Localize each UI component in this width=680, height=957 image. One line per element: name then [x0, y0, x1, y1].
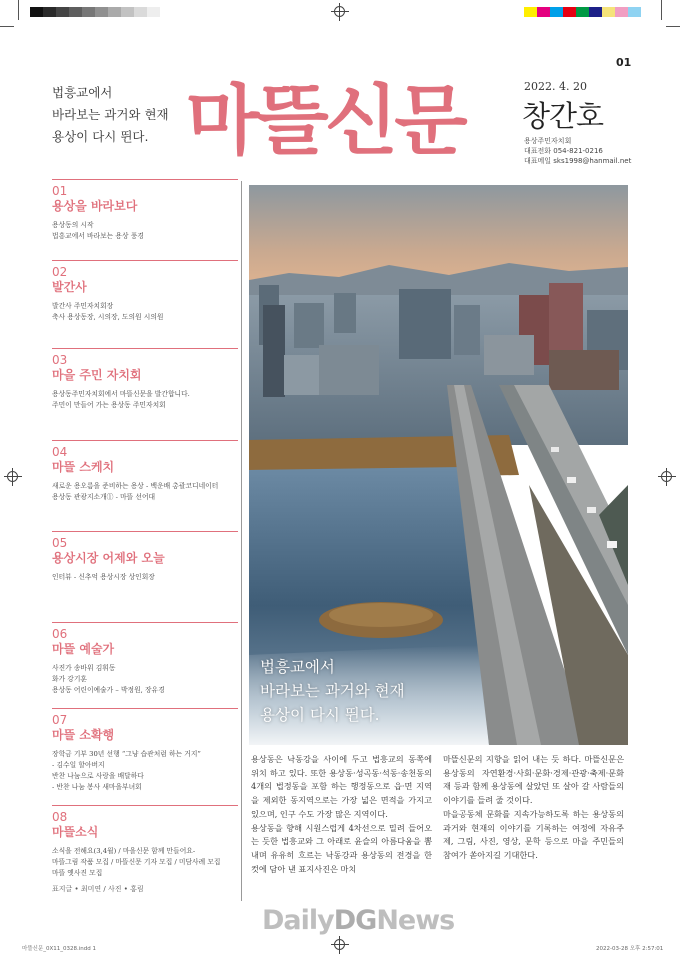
article-paragraph: 용상동은 낙동강을 사이에 두고 법흥교의 동쪽에 위치 하고 있다. 또한 용상동·성곡동·석동·송천동의 4개의 법정동을 포함 하는 행정동으로 읍·면 지역을 제외한 동지역으로는 가장 넓은 면적을 가지고 있으며, 인구 수도 가장 많은 지역이다.: [251, 754, 432, 819]
photo-caption: [260, 655, 405, 727]
article-paragraph: 마뜰신문의 지향을 읽어 내는 듯 하다. 마뜰신문은 용상동의 자연환경·사회·문화·경제·관광·축제·문화재 등과 함께 용상동에 살았던 또 살아 갈 사람들의 이야기를 들려 줄 것이다.: [443, 754, 624, 806]
article-column-2: [443, 753, 624, 863]
toc-line: 화가 강기훈: [52, 675, 87, 683]
toc-line: 용상동 관광지소개① - 마뜰 선어대: [52, 493, 156, 501]
toc-number: 02: [52, 265, 68, 279]
toc-line: 장학금 기부 30년 선행 “그냥 습관처럼 하는 거지”: [52, 750, 201, 758]
toc-item[interactable]: [52, 531, 238, 622]
publisher-line: 대표메일 sks1998@hanmail.net: [524, 157, 632, 165]
toc-number: 01: [52, 184, 68, 198]
toc-number: 05: [52, 536, 68, 550]
tagline-line: 바라보는 과거와 현재: [52, 107, 169, 122]
toc-number: 08: [52, 810, 68, 824]
toc-item[interactable]: [52, 622, 238, 708]
registration-mark-icon: [4, 468, 22, 486]
tagline-line: 법흥교에서: [52, 85, 113, 100]
print-slug-timestamp: 2022-03-28 오후 2:57:01: [596, 946, 664, 952]
color-bar: [524, 7, 641, 17]
toc-line: 법흥교에서 바라보는 용상 풍경: [52, 232, 144, 240]
toc-line: 마뜰 옛사진 모집: [52, 869, 103, 877]
watermark-text: News: [376, 905, 455, 936]
toc-title: 마을 주민 자치회: [52, 368, 142, 382]
publisher-info: [524, 136, 631, 166]
registration-mark-icon: [331, 936, 349, 954]
toc-line: 사진가 송바위 김휘동: [52, 664, 116, 672]
watermark-logo: [262, 905, 454, 936]
toc-title: 발간사: [52, 280, 87, 294]
toc-number: 07: [52, 713, 68, 727]
toc-line: 소식을 전해요(3,4월) / 마을신문 함께 만들어요-: [52, 847, 196, 855]
toc-line: 용상동 어린이예술가 – 박정원, 장유경: [52, 686, 165, 694]
table-of-contents: [52, 179, 238, 881]
toc-title: 용상시장 어제와 오늘: [52, 551, 165, 565]
toc-line: 축사 용상동장, 시의장, 도의원 시의원: [52, 313, 164, 321]
newspaper-title: 마뜰신문: [186, 76, 464, 165]
article-paragraph: 용상동을 향해 시원스럽게 4차선으로 밀려 들어오는 듯한 법흥교와 그 아래로 윤슬의 아름다움을 뽐내며 유유히 흐르는 낙동강과 용상동의 전경을 한 컷에 담아 낸 표지사진은 마치: [251, 822, 432, 874]
print-slug-filename: 마뜰신문_0X11_0328.indd 1: [22, 946, 97, 952]
watermark-text: DG: [333, 905, 377, 936]
toc-number: 04: [52, 445, 68, 459]
toc-title: 마뜰소식: [52, 825, 99, 839]
toc-title: 마뜰 소확행: [52, 728, 115, 742]
toc-title: 용상을 바라보다: [52, 199, 138, 213]
cover-credit: 표지글 • 최미연 / 사진 • 홍림: [52, 885, 144, 893]
toc-line: - 반찬 나눔 봉사 새마을부녀회: [52, 783, 142, 791]
column-divider: [241, 181, 242, 901]
registration-mark-icon: [658, 468, 676, 486]
toc-line: 주민이 만들어 가는 용상동 주민자치회: [52, 401, 166, 409]
toc-line: 용상동주민자치회에서 마뜰신문을 발간합니다.: [52, 390, 190, 398]
grayscale-bar: [30, 7, 160, 17]
registration-mark-icon: [331, 3, 349, 21]
crop-mark: [0, 26, 14, 27]
crop-mark: [661, 0, 662, 20]
toc-title: 마뜰 예술가: [52, 642, 115, 656]
toc-item[interactable]: [52, 179, 238, 260]
watermark-text: Daily: [262, 905, 334, 936]
toc-item[interactable]: [52, 708, 238, 805]
toc-line: 발간사 주민자치회장: [52, 302, 114, 310]
toc-line: 인터뷰 - 신추억 용상시장 상인회장: [52, 573, 155, 581]
toc-line: 용상동의 시작: [52, 221, 94, 229]
toc-line: 마뜰그림 작품 모집 / 마뜰신문 기자 모집 / 미담사례 모집: [52, 858, 221, 866]
caption-line: 바라보는 과거와 현재: [260, 682, 405, 700]
publisher-line: 대표전화 054-821-0216: [524, 147, 603, 155]
crop-mark: [666, 26, 680, 27]
toc-line: - 김수일 할아버지: [52, 761, 105, 769]
toc-number: 06: [52, 627, 68, 641]
caption-line: 용상이 다시 뛴다.: [260, 706, 380, 724]
crop-mark: [18, 0, 19, 20]
toc-item[interactable]: [52, 348, 238, 440]
toc-item[interactable]: [52, 440, 238, 531]
article-paragraph: 마을공동체 문화를 지속가능하도록 하는 용상동의 과거와 현재의 이야기를 기록하는 여정에 자유주제, 그림, 사진, 영상, 문학 등으로 마을 주민들의 참여가 쏟아지길 기대한다.: [443, 808, 624, 860]
toc-item[interactable]: [52, 805, 238, 881]
toc-title: 마뜰 스케치: [52, 460, 115, 474]
caption-line: 법흥교에서: [260, 658, 335, 676]
issue-date: 2022. 4. 20: [524, 80, 587, 93]
toc-item[interactable]: [52, 260, 238, 348]
toc-line: 반찬 나눔으로 사랑을 배달하다: [52, 772, 144, 780]
tagline-line: 용상이 다시 뛴다.: [52, 129, 149, 144]
page-number: 01: [616, 56, 632, 69]
masthead-tagline: [52, 82, 169, 148]
toc-line: 새로운 용오름을 준비하는 용상 - 백운배 총괄코디네이터: [52, 482, 219, 490]
issue-name: 창간호: [522, 99, 604, 133]
publisher-line: 용상주민자치회: [524, 137, 572, 145]
article-column-1: [251, 753, 432, 876]
toc-number: 03: [52, 353, 68, 367]
